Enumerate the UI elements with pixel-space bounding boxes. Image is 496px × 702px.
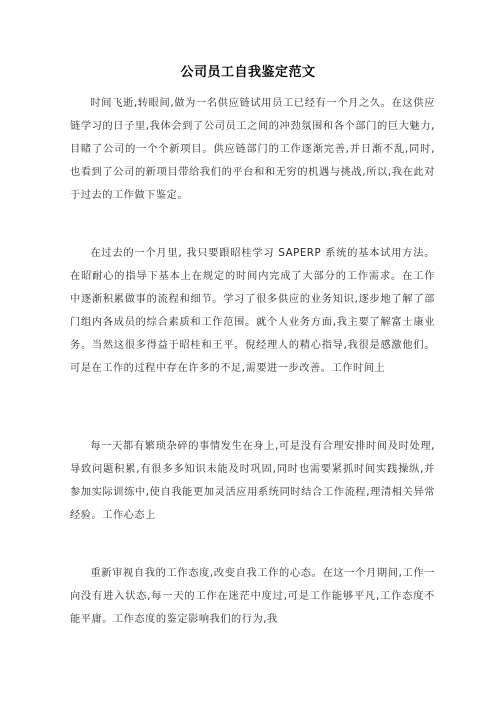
paragraph-4: 重新审视自我的工作态度,改变自我工作的心态。在这一个月期间,工作一向没有进入状态,每一天的工作在迷茫中度过,可是工作能够平凡,工作态度不能平庸。工作态度的鉴定影响我们的行为,我: [70, 568, 435, 625]
paragraph-3: 每一天都有繁琐杂碎的事情发生在身上,可是没有合理安排时间及时处理,导致问题积累,有很多多知识未能及时巩固,同时也需要紧抓时间实践操纵,并参加实际训练中,使自我能更加灵活应用系统同时结合工作流程,理清相关异常经验。工作心态上: [70, 441, 435, 521]
paragraph-1: 时间飞逝,转眼间,做为一名供应链试用员工已经有一个月之久。在这供应链学习的日子里,我体会到了公司员工之间的冲劲氛围和各个部门的巨大魅力,目睹了公司的一个个新项目。供应链部门的工作逐渐完善,并日渐不乱,同时,也看到了公司的新项目带给我们的平台和和无穷的机遇与挑战,所以,我在此对于过去的工作做下鉴定。: [70, 98, 435, 201]
document-title: 公司员工自我鉴定范文: [180, 65, 316, 80]
paragraph-2: 在过去的一个月里, 我只要跟昭桂学习 SAPERP 系统的基本试用方法。在昭耐心的指导下基本上在规定的时间内完成了大部分的工作需求。在工作中逐渐积累做事的流程和细节。学习了很多供应的业务知识,逐步地了解了部门组内各成员的综合素质和工作范围。就个人业务方面,我主要了解富士康业务。当然这很多得益于昭桂和王平。倪经理人的精心指导,我很是感激他们。可是在工作的过程中存在许多的不足,需要进一步改善。工作时间上: [70, 248, 435, 374]
